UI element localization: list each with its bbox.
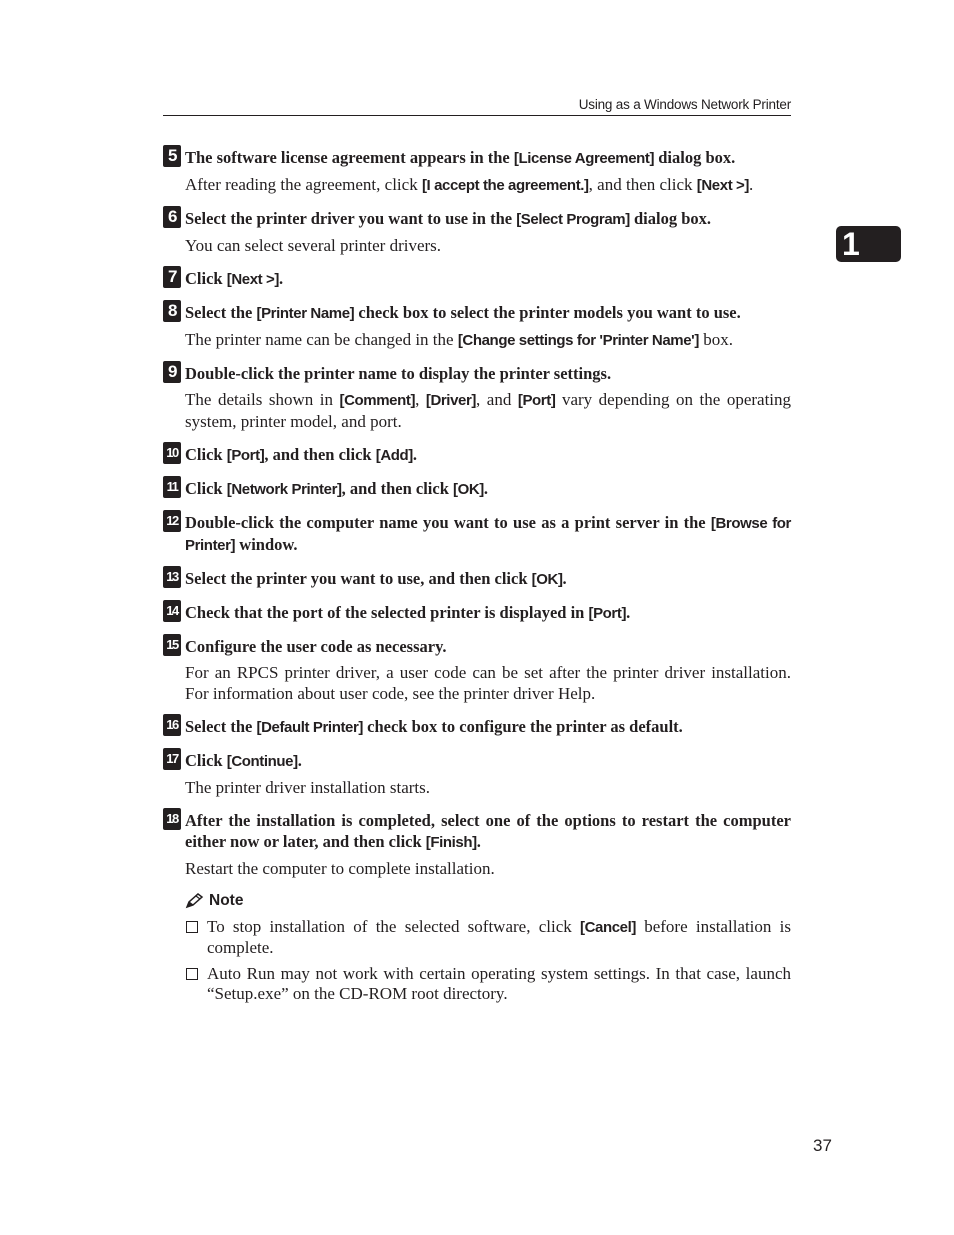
- step-5: [163, 147, 791, 196]
- step-number-badge: 6: [163, 206, 181, 228]
- chapter-number: 1: [842, 226, 860, 262]
- step-10: [163, 444, 791, 466]
- text-segment: The printer name can be changed in the: [185, 330, 458, 349]
- text-segment: Double-click the printer name to display the printer settings.: [185, 364, 612, 383]
- text-segment: Select the: [185, 303, 257, 322]
- ui-label: [Finish]: [425, 834, 477, 851]
- ui-label: [Next >]: [696, 177, 750, 194]
- step-body: [185, 858, 791, 879]
- ui-label: [OK]: [453, 481, 484, 498]
- step-title: [185, 444, 791, 466]
- step-body: [185, 329, 791, 351]
- step-body: [185, 662, 791, 704]
- text-segment: Check that the port of the selected printer is displayed in: [185, 603, 589, 622]
- step-title: [185, 750, 791, 772]
- text-segment: The printer driver installation starts.: [185, 778, 431, 797]
- text-segment: After reading the agreement, click: [185, 175, 422, 194]
- step-number-badge: 14: [163, 600, 181, 622]
- text-segment: dialog box.: [654, 148, 736, 167]
- chapter-tab: [836, 226, 901, 262]
- text-segment: vary depending on the operating system, printer model, and port.: [185, 390, 792, 431]
- note-item: [185, 917, 791, 958]
- text-segment: Click: [185, 269, 227, 288]
- step-number-badge: 5: [163, 145, 181, 167]
- step-number-badge: 15: [163, 634, 181, 656]
- step-12: [163, 512, 791, 556]
- text-segment: , and: [476, 390, 518, 409]
- step-15: [163, 636, 791, 704]
- step-title: [185, 636, 791, 657]
- step-title: [185, 810, 791, 853]
- ui-label: [I accept the agreement.]: [421, 177, 589, 194]
- step-number-badge: 13: [163, 566, 181, 588]
- note-heading: [185, 891, 791, 911]
- text-segment: .: [278, 269, 284, 288]
- text-segment: The software license agreement appears in the: [185, 148, 514, 167]
- text-segment: Configure the user code as necessary.: [185, 637, 447, 656]
- step-number-badge: 8: [163, 300, 181, 322]
- procedure-steps: [163, 147, 791, 1004]
- step-body: [185, 777, 791, 798]
- text-segment: .: [476, 832, 481, 851]
- ui-label: [License Agreement]: [513, 150, 655, 167]
- step-title: [185, 568, 791, 590]
- text-segment: Restart the computer to complete installation.: [185, 859, 495, 878]
- step-number-badge: 7: [163, 266, 181, 288]
- text-segment: Click: [185, 751, 227, 770]
- text-segment: Double-click the computer name you want to use as a print server in the: [185, 513, 711, 532]
- step-11: [163, 478, 791, 500]
- step-8: [163, 302, 791, 351]
- ui-label: [Network Printer]: [226, 481, 342, 498]
- text-segment: .: [412, 445, 417, 464]
- step-7: [163, 268, 791, 290]
- note-block: [185, 891, 791, 1004]
- page-number: 37: [813, 1136, 832, 1155]
- step-number-badge: 10: [163, 442, 181, 464]
- step-title: [185, 147, 791, 169]
- text-segment: box.: [698, 330, 733, 349]
- step-number-badge: 9: [163, 361, 181, 383]
- step-18: [163, 810, 791, 879]
- text-segment: For an RPCS printer driver, a user code can be set after the printer driver installation. For information about user code, see the printer driver Help.: [185, 663, 791, 703]
- ui-label: [Browse for Printer]: [185, 515, 791, 554]
- text-segment: before installation is complete.: [207, 917, 791, 957]
- step-16: [163, 716, 791, 738]
- step-number-badge: 11: [163, 476, 181, 498]
- ui-label: [Port]: [588, 605, 627, 622]
- text-segment: ,: [415, 390, 426, 409]
- step-number-badge: 17: [163, 748, 181, 770]
- ui-label: [Driver]: [425, 392, 476, 409]
- checkbox-bullet-icon: [186, 921, 198, 933]
- checkbox-bullet-icon: [186, 968, 198, 980]
- text-segment: .: [626, 603, 631, 622]
- text-segment: To stop installation of the selected software, click: [207, 917, 580, 936]
- pencil-icon: [185, 893, 205, 909]
- ui-label: [Printer Name]: [256, 305, 355, 322]
- ui-label: [Next >]: [226, 271, 279, 288]
- ui-label: [Continue]: [226, 753, 298, 770]
- step-title: [185, 602, 791, 624]
- step-number-badge: 12: [163, 510, 181, 532]
- text-segment: window.: [235, 535, 298, 554]
- ui-label: [Select Program]: [516, 211, 630, 228]
- text-segment: , and then click: [264, 445, 376, 464]
- step-title: [185, 302, 791, 324]
- note-item: [185, 964, 791, 1004]
- header-title: Using as a Windows Network Printer: [578, 97, 791, 112]
- text-segment: .: [483, 479, 489, 498]
- text-segment: After the installation is completed, select one of the options to restart the computer either now or later, and then click: [185, 811, 791, 851]
- ui-label: [Change settings for 'Printer Name']: [457, 332, 699, 349]
- ui-label: [Cancel]: [579, 919, 636, 936]
- text-segment: Click: [185, 479, 227, 498]
- ui-label: [Add]: [375, 447, 413, 464]
- text-segment: check box to configure the printer as default.: [363, 717, 683, 736]
- step-6: [163, 208, 791, 256]
- text-segment: check box to select the printer models you want to use.: [354, 303, 741, 322]
- step-9: [163, 363, 791, 432]
- text-segment: .: [749, 175, 754, 194]
- text-segment: Select the printer you want to use, and then click: [185, 569, 532, 588]
- text-segment: Click: [185, 445, 227, 464]
- step-body: [185, 389, 791, 432]
- text-segment: , and then click: [341, 479, 454, 498]
- text-segment: , and then click: [588, 175, 697, 194]
- ui-label: [Default Printer]: [256, 719, 364, 736]
- step-title: [185, 208, 791, 230]
- ui-label: [Port]: [517, 392, 556, 409]
- text-segment: Select the printer driver you want to use in the: [185, 209, 517, 228]
- step-14: [163, 602, 791, 624]
- ui-label: [Comment]: [339, 392, 416, 409]
- step-title: [185, 268, 791, 290]
- step-title: [185, 363, 791, 384]
- running-header: [163, 95, 791, 116]
- text-segment: The details shown in: [185, 390, 340, 409]
- text-segment: You can select several printer drivers.: [185, 236, 442, 255]
- text-segment: Auto Run may not work with certain operating system settings. In that case, launch “Setup.exe” on the CD-ROM root directory.: [207, 964, 791, 1003]
- step-title: [185, 478, 791, 500]
- text-segment: .: [297, 751, 302, 770]
- step-number-badge: 18: [163, 808, 181, 830]
- step-title: [185, 512, 791, 556]
- note-title: Note: [209, 892, 244, 909]
- step-body: [185, 174, 791, 196]
- text-segment: dialog box.: [629, 209, 711, 228]
- step-17: [163, 750, 791, 798]
- text-segment: Select the: [185, 717, 257, 736]
- step-number-badge: 16: [163, 714, 181, 736]
- text-segment: .: [562, 569, 567, 588]
- ui-label: [OK]: [531, 571, 563, 588]
- step-title: [185, 716, 791, 738]
- step-13: [163, 568, 791, 590]
- ui-label: [Port]: [226, 447, 265, 464]
- step-body: [185, 235, 791, 256]
